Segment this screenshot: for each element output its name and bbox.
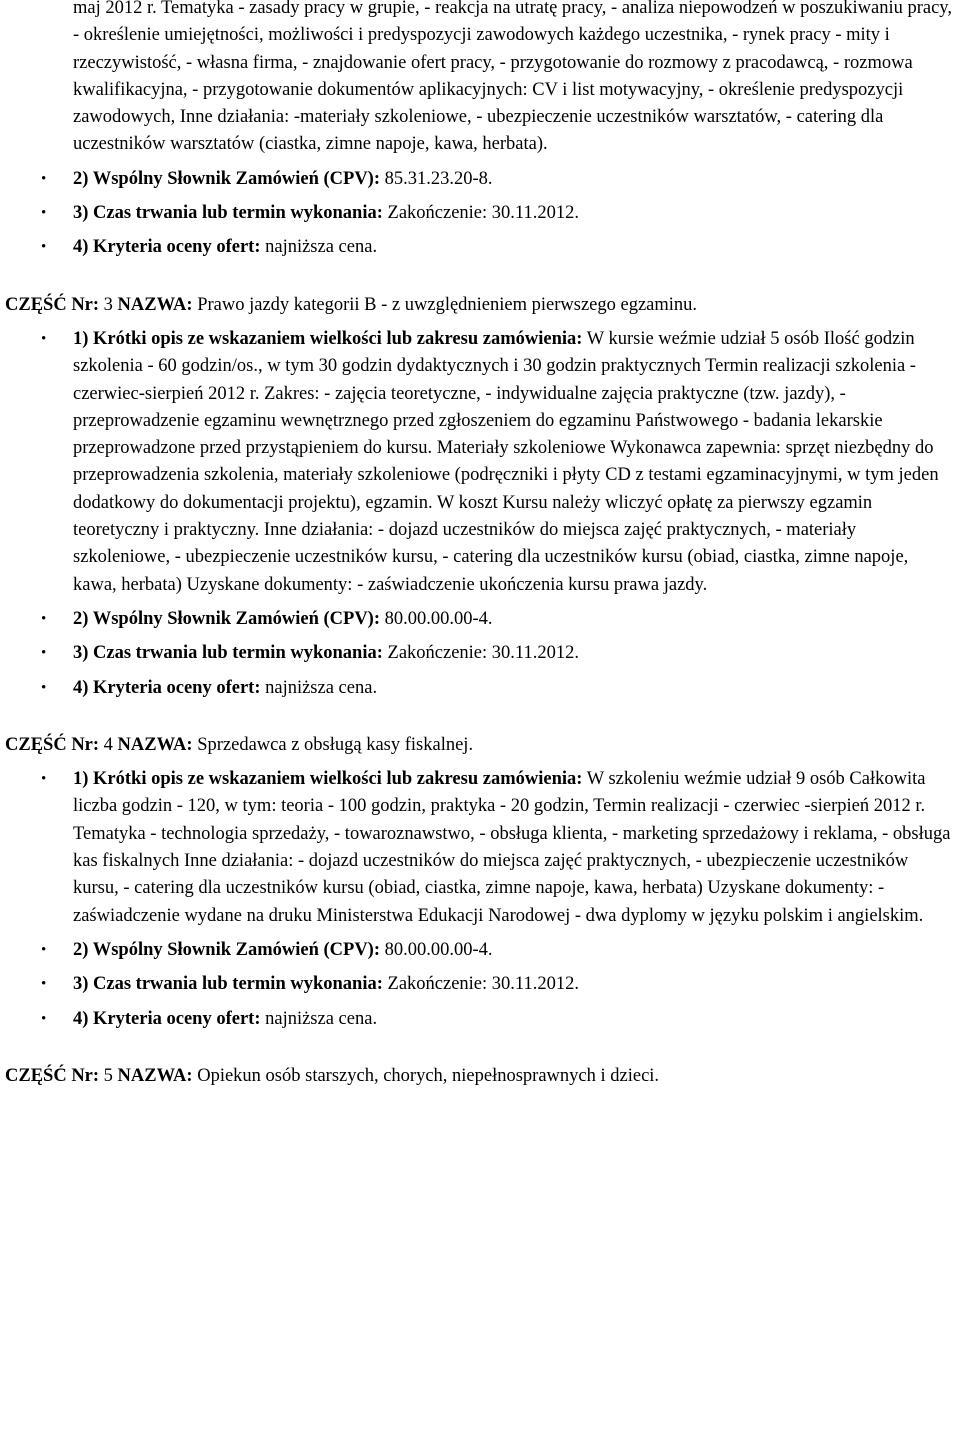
bullet-icon: • [41, 239, 47, 256]
bullet-icon: • [41, 170, 47, 187]
criteria-item [0, 1006, 960, 1033]
part3-heading [0, 292, 960, 319]
short-desc-item [0, 326, 960, 599]
bullet-icon: • [41, 941, 47, 958]
criteria-label: 4) Kryteria oceny ofert: [73, 237, 261, 258]
part2-tail-list [0, 166, 960, 262]
name-label: NAZWA: [117, 294, 193, 315]
short-desc-value: W szkoleniu weźmie udział 9 osób Całkowita liczba godzin - 120, w tym: teoria - 100 godzin, praktyka - 20 godzin, Termin realizacji - czerwiec -sierpień 2012 r. Tematyka - technologia sprzedaży, - towaroznawstwo, - obsługa klienta, - marketing sprzedażowy i reklama, - obsługa kas fiskalnych Inne działania: - dojazd uczestników do miejsca zajęć praktycznych, - ubezpieczenie uczestników kursu, - catering dla uczestników kursu (obiad, ciastka, zimne napoje, kawa, herbata) Uzyskane dokumenty: - zaświadczenie wydane na druku Ministerstwa Edukacji Narodowej - dwa dyplomy w języku polskim i angielskim. [73, 769, 951, 926]
bullet-icon: • [41, 645, 47, 662]
duration-value: Zakończenie: 30.11.2012. [387, 203, 579, 224]
name-label: NAZWA: [117, 1065, 193, 1086]
cpv-label: 2) Wspólny Słownik Zamówień (CPV): [73, 168, 381, 189]
part-label: CZĘŚĆ Nr: [5, 1065, 100, 1086]
cpv-value: 85.31.23.20-8. [384, 168, 493, 189]
duration-value: Zakończenie: 30.11.2012. [387, 643, 579, 664]
short-desc-label: 1) Krótki opis ze wskazaniem wielkości lub zakresu zamówienia: [73, 769, 583, 790]
criteria-item [0, 234, 960, 261]
short-desc-value: W kursie weźmie udział 5 osób Ilość godzin szkolenia - 60 godzin/os., w tym 30 godzin dydaktycznych i 30 godzin praktycznych Termin realizacji szkolenia - czerwiec-sierpień 2012 r. Zakres: - zajęcia teoretyczne, - indywidualne zajęcia praktyczne (tzw. jazdy), - przeprowadzenie egzaminu wewnętrznego przed zgłoszeniem do egzaminu Państwowego - badania lekarskie przeprowadzone przed przystąpieniem do kursu. Materiały szkoleniowe Wykonawca zapewnia: sprzęt niezbędny do przeprowadzenia szkolenia, materiały szkoleniowe (podręczniki i płyty CD z testami egzaminacyjnymi, w tym jeden dodatkowy do dokumentacji projektu), egzamin. W koszt Kursu należy wliczyć opłatę za pierwszy egzamin teoretyczny i praktyczny. Inne działania: - dojazd uczestników do miejsca zajęć praktycznych, - materiały szkoleniowe, - ubezpieczenie uczestników kursu, - catering dla uczestników kursu (obiad, ciastka, zimne napoje, kawa, herbata) Uzyskane dokumenty: - zaświadczenie ukończenia kursu prawa jazdy. [73, 328, 939, 595]
criteria-value: najniższa cena. [265, 677, 378, 698]
duration-label: 3) Czas trwania lub termin wykonania: [73, 643, 383, 664]
duration-item [0, 971, 960, 998]
duration-value: Zakończenie: 30.11.2012. [387, 974, 579, 995]
criteria-label: 4) Kryteria oceny ofert: [73, 677, 261, 698]
name-label: NAZWA: [117, 734, 193, 755]
criteria-item [0, 675, 960, 702]
part3-name: Prawo jazdy kategorii B - z uwzględnieniem pierwszego egzaminu. [197, 294, 698, 315]
part-label: CZĘŚĆ Nr: [5, 294, 100, 315]
cpv-label: 2) Wspólny Słownik Zamówień (CPV): [73, 608, 381, 629]
short-desc-item [0, 766, 960, 930]
duration-label: 3) Czas trwania lub termin wykonania: [73, 974, 383, 995]
bullet-icon: • [41, 1010, 47, 1027]
bullet-icon: • [41, 771, 47, 788]
duration-item [0, 640, 960, 667]
criteria-label: 4) Kryteria oceny ofert: [73, 1008, 261, 1029]
intro-paragraph: maj 2012 r. Tematyka - zasady pracy w grupie, - reakcja na utratę pracy, - analiza niepowodzeń w poszukiwaniu pracy, - określenie umiejętności, możliwości i predyspozycji zawodowych każdego uczestnika, - rynek pracy - mity i rzeczywistość, - własna firma, - znajdowanie ofert pracy, - przygotowanie do rozmowy z pracodawcą, - rozmowa kwalifikacyjna, - przygotowanie dokumentów aplikacyjnych: CV i list motywacyjny, - określenie predyspozycji zawodowych, Inne działania: -materiały szkoleniowe, - ubezpieczenie uczestników warsztatów, - catering dla uczestników warsztatów (ciastka, zimne napoje, kawa, herbata). [73, 0, 952, 155]
part3-number: 3 [103, 294, 113, 315]
short-desc-label: 1) Krótki opis ze wskazaniem wielkości lub zakresu zamówienia: [73, 328, 583, 349]
part-label: CZĘŚĆ Nr: [5, 734, 100, 755]
duration-label: 3) Czas trwania lub termin wykonania: [73, 203, 383, 224]
part4-heading [0, 732, 960, 759]
part3-list [0, 326, 960, 702]
part4-name: Sprzedawca z obsługą kasy fiskalnej. [197, 734, 474, 755]
cpv-item [0, 937, 960, 964]
cpv-item [0, 606, 960, 633]
part4-list [0, 766, 960, 1033]
bullet-icon: • [41, 205, 47, 222]
cpv-value: 80.00.00.00-4. [384, 939, 493, 960]
bullet-icon: • [41, 679, 47, 696]
cpv-value: 80.00.00.00-4. [384, 608, 493, 629]
bullet-icon: • [41, 610, 47, 627]
part5-heading [0, 1063, 960, 1090]
bullet-icon: • [41, 330, 47, 347]
criteria-value: najniższa cena. [265, 1008, 378, 1029]
duration-item [0, 200, 960, 227]
cpv-item [0, 166, 960, 193]
part5-number: 5 [103, 1065, 113, 1086]
part4-number: 4 [103, 734, 113, 755]
part5-name: Opiekun osób starszych, chorych, niepełnosprawnych i dzieci. [197, 1065, 660, 1086]
bullet-icon: • [41, 976, 47, 993]
cpv-label: 2) Wspólny Słownik Zamówień (CPV): [73, 939, 381, 960]
criteria-value: najniższa cena. [265, 237, 378, 258]
